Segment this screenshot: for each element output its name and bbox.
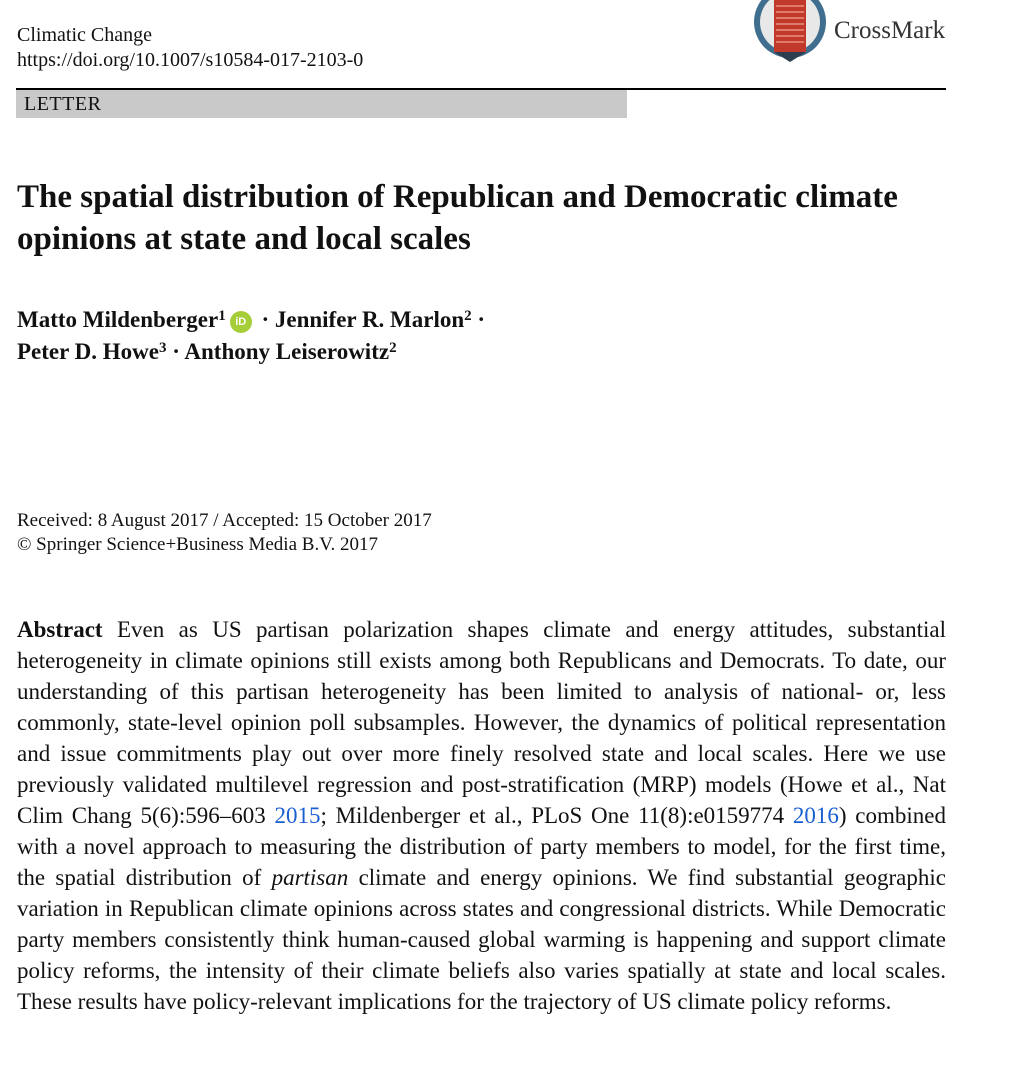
author-name[interactable]: Jennifer R. Marlon — [274, 307, 465, 332]
crossmark-badge[interactable] — [752, 0, 952, 70]
author-name[interactable]: Peter D. Howe — [17, 339, 159, 364]
citation-link[interactable]: 2015 — [274, 803, 321, 828]
author-affiliation: 2 — [464, 308, 472, 324]
doi-link[interactable]: https://doi.org/10.1007/s10584-017-2103-0 — [17, 49, 364, 71]
abstract-label: Abstract — [17, 617, 103, 642]
crossmark-label: CrossMark — [834, 17, 946, 44]
abstract-emphasis: partisan — [271, 865, 349, 890]
journal-name: Climatic Change — [17, 24, 152, 46]
author-name[interactable]: Anthony Leiserowitz — [184, 339, 390, 364]
abstract-text: ; Mildenberger et al., PLoS One 11(8):e0159774 — [320, 803, 793, 828]
abstract-text: ) combined with a novel approach to measuring the distribution of party members to model, for the first time, the spatial distribution of — [17, 803, 946, 890]
author-affiliation: 3 — [159, 340, 167, 356]
author-name[interactable]: Matto Mildenberger — [17, 307, 219, 332]
authors-line — [17, 304, 485, 336]
author-affiliation: 1 — [218, 308, 226, 324]
received-dates: Received: 8 August 2017 / Accepted: 15 October 2017 — [17, 510, 432, 531]
abstract-text: Even as US partisan polarization shapes climate and energy attitudes, substantial heterogeneity in climate opinions still exists among both Republicans and Democrats. To date, our understanding of this partisan heterogeneity has been limited to analysis of national- or, less commonly, state-level opinion poll subsamples. However, the dynamics of political representation and issue commitments play out over more finely resolved state and local scales. Here we use previously validated multilevel regression and post-stratification (MRP) models (Howe et al., Nat Clim Chang 5(6):596–603 — [17, 617, 946, 828]
abstract — [17, 614, 946, 1017]
copyright: © Springer Science+Business Media B.V. 2017 — [17, 534, 378, 555]
authors-line — [17, 336, 397, 368]
abstract-text: climate and energy opinions. We find substantial geographic variation in Republican climate opinions across states and congressional districts. While Democratic party members consistently think human-caused global warming is happening and support climate policy reforms, the intensity of their climate beliefs also varies spatially at state and local scales. These results have policy-relevant implications for the trajectory of US climate policy reforms. — [17, 865, 946, 1014]
author-affiliation: 2 — [389, 340, 397, 356]
article-title: The spatial distribution of Republican and Democratic climate opinions at state and local scales — [17, 179, 898, 257]
orcid-icon[interactable]: iD — [230, 311, 252, 333]
section-bar — [16, 90, 627, 118]
author-separator: · — [255, 307, 275, 332]
section-label: LETTER — [24, 93, 102, 115]
author-separator: · — [471, 307, 486, 332]
crossmark-icon — [752, 0, 828, 66]
author-separator: · — [166, 339, 185, 364]
citation-link[interactable]: 2016 — [792, 803, 839, 828]
